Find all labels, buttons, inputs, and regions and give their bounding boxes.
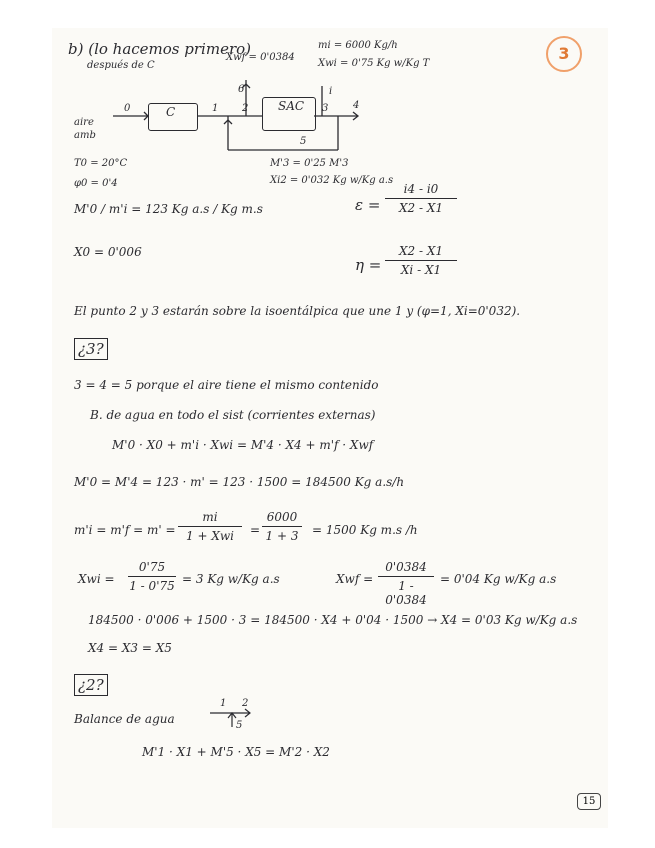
mi-lhs: m'i = m'f = m' = — [74, 523, 176, 537]
mi-num-2: 6000 — [266, 510, 298, 524]
stream-i-label: i — [329, 86, 333, 97]
xwf-result: = 0'04 Kg w/Kg a.s — [440, 572, 557, 586]
m0-result: M'0 = M'4 = 123 · m' = 123 · 1500 = 184500 Kg a.s/h — [74, 475, 405, 489]
x4-equality: X4 = X3 = X5 — [88, 641, 172, 655]
epsilon-numerator: i4 - i0 — [403, 182, 439, 196]
inlet-air-label: aire — [74, 117, 94, 128]
eta-lhs: η = — [355, 256, 382, 274]
xwf-label: Xwf = 0'0384 — [226, 52, 295, 63]
node-1-label: 1 — [220, 698, 227, 709]
epsilon-lhs: ε = — [355, 196, 381, 214]
stream-2-label: 2 — [242, 103, 249, 114]
balance-substitution: 184500 · 0'006 + 1500 · 3 = 184500 · X4 + 0'04 · 1500 → X4 = 0'03 Kg w/Kg a.s — [88, 613, 578, 627]
phi0: φ0 = 0'4 — [74, 178, 118, 189]
xwf-den: 1 - 0'0384 — [385, 579, 427, 607]
page-number: 15 — [577, 793, 601, 810]
stream-6-label: 6 — [238, 84, 245, 95]
m0-ratio: M'0 / m'i = 123 Kg a.s / Kg m.s — [74, 202, 263, 216]
balance-equation: M'0 · X0 + m'i · Xwi = M'4 · X4 + m'f · Xwf — [112, 438, 374, 452]
q3-note: 3 = 4 = 5 porque el aire tiene el mismo contenido — [74, 378, 379, 392]
xwi-result: = 3 Kg w/Kg a.s — [182, 572, 280, 586]
question-3-heading: ¿3? — [74, 338, 108, 360]
xi2: Xi2 = 0'032 Kg w/Kg a.s — [270, 175, 394, 186]
part-heading: b) (lo hacemos primero) — [68, 40, 251, 58]
mass-flow: mi = 6000 Kg/h — [318, 40, 398, 51]
xwf-num: 0'0384 — [385, 560, 427, 574]
node-balance-eq: M'1 · X1 + M'5 · X5 = M'2 · X2 — [142, 745, 330, 759]
inlet-air-label-2: amb — [74, 130, 96, 141]
sac-label: SAC — [278, 99, 305, 113]
eta-numerator: X2 - X1 — [398, 244, 444, 258]
node-5-label: 5 — [236, 720, 243, 731]
eta-denominator: Xi - X1 — [400, 263, 442, 277]
epsilon-denominator: X2 - X1 — [398, 201, 444, 215]
water-balance-label: Balance de agua — [74, 712, 175, 726]
stream-3-label: 3 — [322, 103, 329, 114]
equals: = — [250, 523, 261, 537]
statement-line: El punto 2 y 3 estarán sobre la isoentálpica que une 1 y (φ=1, Xi=0'032). — [74, 304, 521, 318]
balance-title: B. de agua en todo el sist (corrientes externas) — [90, 408, 376, 422]
xwi-lhs: Xwi = — [78, 572, 115, 586]
stream-0-label: 0 — [124, 103, 131, 114]
page-stamp: 3 — [546, 36, 582, 72]
cooler-label: C — [166, 105, 176, 119]
stream-1-label: 1 — [212, 103, 219, 114]
humidity-water: Xwi = 0'75 Kg w/Kg T — [318, 58, 430, 69]
mi-den-2: 1 + 3 — [265, 529, 299, 543]
t0: T0 = 20°C — [74, 158, 128, 169]
xwi-den: 1 - 0'75 — [129, 579, 175, 593]
stream-4-label: 4 — [353, 100, 360, 111]
xwf-lhs: Xwf = — [336, 572, 374, 586]
mi-den-1: 1 + Xwi — [186, 529, 234, 543]
stream-5-label: 5 — [300, 136, 307, 147]
subnote: después de C — [87, 60, 155, 71]
m3-relation: M'3 = 0'25 M'3 — [270, 158, 349, 169]
xwi-num: 0'75 — [138, 560, 166, 574]
node-2-label: 2 — [242, 698, 249, 709]
x0: X0 = 0'006 — [74, 245, 142, 259]
mi-result: = 1500 Kg m.s /h — [312, 523, 418, 537]
question-2-heading: ¿2? — [74, 674, 108, 696]
mi-num-1: mi — [202, 510, 218, 524]
